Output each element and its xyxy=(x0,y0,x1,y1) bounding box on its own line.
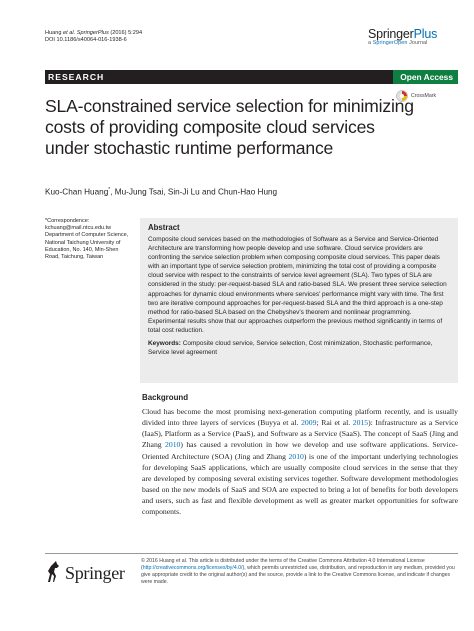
keywords-line xyxy=(148,340,450,357)
springer-horse-icon xyxy=(45,560,61,584)
article-type-banner xyxy=(45,70,458,84)
citation-authors: Huang xyxy=(45,30,62,36)
author-first[interactable]: Kuo-Chan Huang xyxy=(45,187,109,197)
journal-logo-sub xyxy=(368,40,458,46)
journal-logo-name xyxy=(368,27,458,41)
abstract-heading: Abstract xyxy=(148,223,180,232)
springer-logo[interactable] xyxy=(45,560,125,584)
correspondence-email[interactable]: kchuang@mail.ntcu.edu.tw xyxy=(45,225,112,232)
abstract-text: Composite cloud services based on the methodologies of Software as a Service and Service-Oriented Architecture are transforming how people develop and use software. Cloud service providers are confronting the service selection problem when composing composite cloud services. This paper deals with an important type of service selection problem, minimizing the total cost of providing a composite cloud service with respect to the constraints of service level agreement (SLA). Two types of SLA are considered in the study: per-request-based SLA and ratio-based SLA. We present three service selection approaches for dynamic cloud environments where services' performance might vary with time. The first two are iterative compound approaches for per-request-based SLA and the third approach is a one-step method for ratio-based SLA based on the Chebyshev's theorem and nonlinear programming. Experimental results show that our approaches outperform the previous method significantly in terms of total cost reduction. xyxy=(148,236,447,334)
citation-journal: SpringerPlus xyxy=(76,30,109,36)
crossmark-label: CrossMark xyxy=(411,93,437,99)
article-title: SLA-constrained service selection for minimizing costs of providing composite cloud services under stochastic runtime performance xyxy=(45,96,414,158)
ref-jing-zhang-2010-b[interactable]: 2010 xyxy=(288,451,304,461)
journal-logo[interactable] xyxy=(368,27,458,46)
author-list xyxy=(45,187,277,197)
bg-text-2: ; Rai et al. xyxy=(316,418,353,428)
bg-text-5: ) is one of the important underlying technologies for developing SaaS applications, which are usually composite cloud services in the sense that they are developed by composing several existing services together. Software development methodologies based on the new models of SaaS and SOA are expected to bring a lot of benefits for both developers and users, such as fast and flexible development as well as greater market opportunities for software components. xyxy=(142,451,458,517)
bg-text-1: Cloud has become the most promising next-generation computing platform recently, and is usually divided into three layers of services (Buyya et al. xyxy=(142,407,458,428)
journal-sub-suffix: Journal xyxy=(407,40,428,46)
citation-line xyxy=(45,30,142,37)
bg-text-3: ): Infrastructure as a Service (IaaS), Platform as a Service (PaaS), and Software as a Service (SaaS). The concept of SaaS (Jing and Zhang xyxy=(142,418,458,450)
springer-wordmark: Springer xyxy=(65,563,125,583)
correspondence-affiliation: Department of Computer Science, National Taichung University of Education, No. 140, Min-Shen Road, Taichung, Taiwan xyxy=(45,232,129,261)
journal-logo-prefix: Springer xyxy=(368,27,414,41)
citation-year-vol: (2016) 5:294 xyxy=(110,30,143,36)
journal-logo-suffix: Plus xyxy=(413,27,438,41)
ref-jing-zhang-2010-a[interactable]: 2010 xyxy=(165,440,181,450)
bg-text-4: ) has caused a revolution in how we develop and use software applications. Service-Oriented Architecture (SOA) (Jing and Zhang xyxy=(142,440,458,461)
corresponding-mark: * xyxy=(108,187,111,193)
open-access-badge[interactable]: Open Access xyxy=(393,70,458,84)
license-part-a: © 2016 Huang et al. This article is distributed under the terms of the Creative Commons Attribution 4.0 International License ( xyxy=(141,558,425,571)
correspondence-heading: *Correspondence: xyxy=(45,218,90,224)
journal-sub-prefix: a xyxy=(368,40,373,46)
citation-header xyxy=(45,30,142,45)
license-link[interactable]: http://creativecommons.org/licenses/by/4.0/ xyxy=(142,564,243,571)
abstract-box xyxy=(140,218,458,383)
background-heading: Background xyxy=(142,393,189,402)
journal-sub-brand: SpringerOpen xyxy=(372,40,408,46)
citation-etal: et al. xyxy=(63,30,76,36)
author-rest: , Mu-Jung Tsai, Sin-Ji Lu and Chun-Hao Hung xyxy=(110,187,278,197)
keywords-text: Composite cloud service, Service selection, Cost minimization, Stochastic performance, Service level agreement xyxy=(148,340,433,356)
background-paragraph xyxy=(142,406,458,518)
article-type-label: RESEARCH xyxy=(48,72,105,82)
license-text xyxy=(141,558,458,586)
keywords-label: Keywords: xyxy=(148,340,181,348)
citation-doi: DOI 10.1186/s40064-016-1938-6 xyxy=(45,37,127,44)
license-part-b: ), which permits unrestricted use, distribution, and reproduction in any medium, provided you give appropriate credit to the original author(s) and the source, provide a link to the Creative Commons license, and indicate if changes were made. xyxy=(141,564,455,585)
ref-buyya-2009[interactable]: 2009 xyxy=(301,418,317,428)
correspondence-block xyxy=(45,218,133,261)
ref-rai-2015[interactable]: 2015 xyxy=(352,418,369,428)
footer-divider xyxy=(45,553,458,554)
